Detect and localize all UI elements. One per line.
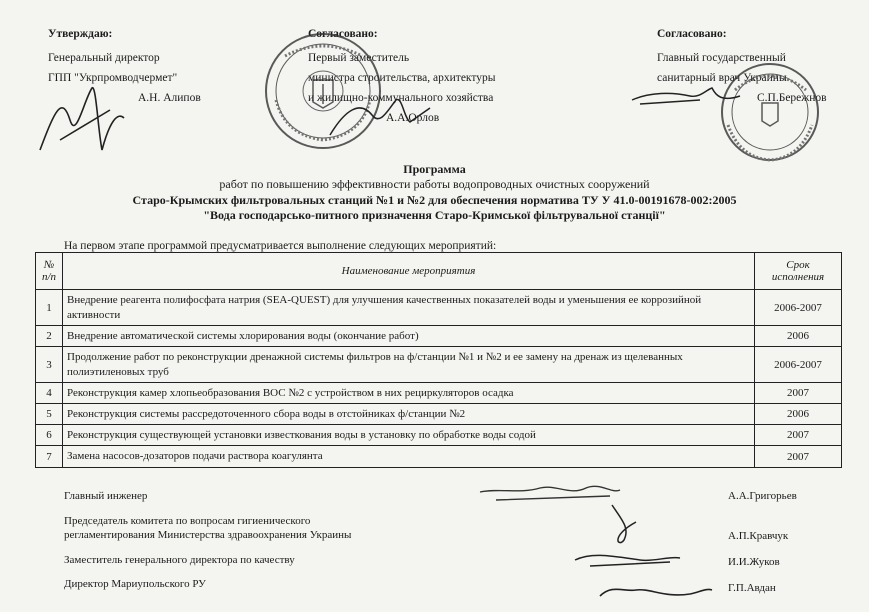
signature-zhukov-icon: [575, 555, 680, 566]
row-term: 2006-2007: [755, 347, 842, 383]
table-row: [36, 383, 842, 404]
approval-right-heading: Согласовано:: [657, 28, 727, 40]
approval-right-position: Главный государственный: [657, 52, 786, 64]
table-header-row: [36, 253, 842, 290]
approval-center-line3: и жилищно-коммунального хозяйства: [308, 92, 494, 104]
program-line3: "Вода господарсько-питного призначення Старо-Кримської фільтрувальної станції": [203, 208, 666, 222]
row-action: Реконструкция камер хлопьеобразования ВОС №2 с устройством в них рециркуляторов осадка: [63, 383, 755, 404]
row-term: 2006-2007: [755, 290, 842, 326]
approval-left-heading: Утверждаю:: [48, 28, 113, 40]
program-intro: На первом этапе программой предусматривается выполнение следующих мероприятий:: [64, 240, 497, 252]
sign-committee-position: Председатель комитета по вопросам гигиенического регламентирования Министерства здравоохранения Украины: [64, 515, 352, 541]
row-num: 1: [36, 290, 63, 326]
row-action: Внедрение автоматической системы хлорирования воды (окончание работ): [63, 326, 755, 347]
signature-kravchuk-icon: [612, 505, 636, 543]
row-action: Реконструкция системы рассредоточенного сбора воды в отстойниках ф/станции №2: [63, 404, 755, 425]
approval-center-position: Первый заместитель: [308, 52, 410, 64]
header-name: Наименование мероприятия: [63, 253, 755, 290]
row-term: 2007: [755, 425, 842, 446]
sign-director-name: Г.П.Авдан: [728, 582, 776, 594]
sign-chief-engineer-name: А.А.Григорьев: [728, 490, 797, 502]
approval-right-name: С.П.Бережнов: [757, 92, 827, 104]
table-row: [36, 347, 842, 383]
header-num: № п/п: [36, 253, 63, 290]
sign-director-position: Директор Мариупольского РУ: [64, 578, 206, 590]
measures-table: [35, 252, 842, 468]
row-term: 2006: [755, 326, 842, 347]
approval-left-org: ГПП "Укрпромводчермет": [48, 72, 178, 84]
row-action: Внедрение реагента полифосфата натрия (SEA-QUEST) для улучшения качественных показателей воды и уменьшения ее коррозийной активности: [63, 290, 755, 326]
program-line2: Старо-Крымских фильтровальных станций №1 и №2 для обеспечения норматива ТУ У 41.0-00191678-002:2005: [132, 193, 737, 207]
sign-chief-engineer-position: Главный инженер: [64, 490, 148, 502]
row-term: 2006: [755, 404, 842, 425]
sign-deputy-position: Заместитель генерального директора по качеству: [64, 554, 295, 566]
approval-center-heading: Согласовано:: [308, 28, 378, 40]
sign-committee-name: А.П.Кравчук: [728, 530, 789, 542]
signature-grigoriev-icon: [480, 486, 620, 500]
row-num: 3: [36, 347, 63, 383]
approval-left-position: Генеральный директор: [48, 52, 160, 64]
row-action: Продолжение работ по реконструкции дренажной системы фильтров на ф/станции №1 и №2 и ее замену на дренаж из щелеванных полиэтиленовых труб: [63, 347, 755, 383]
approval-right-line2: санитарный врач Украины: [657, 72, 787, 84]
table-row: [36, 404, 842, 425]
table-row: [36, 425, 842, 446]
row-num: 5: [36, 404, 63, 425]
table-row: [36, 326, 842, 347]
program-line1: работ по повышению эффективности работы водопроводных очистных сооружений: [219, 177, 650, 191]
sanitary-stamp-icon: [722, 64, 818, 160]
program-title: Программа: [403, 162, 466, 176]
row-num: 4: [36, 383, 63, 404]
row-term: 2007: [755, 383, 842, 404]
signature-orlov-icon: [330, 100, 430, 135]
approval-center-name: А.А.Орлов: [386, 112, 440, 124]
signature-avdan-icon: [600, 589, 712, 596]
sign-deputy-name: И.И.Жуков: [728, 556, 780, 568]
row-term: 2007: [755, 446, 842, 468]
table-row: [36, 446, 842, 468]
row-num: 6: [36, 425, 63, 446]
approval-center-line2: министра строительства, архитектуры: [308, 72, 496, 84]
ministry-stamp-icon: [266, 34, 380, 148]
row-num: 2: [36, 326, 63, 347]
signature-alipov-icon: [40, 88, 124, 150]
row-action: Замена насосов-дозаторов подачи раствора коагулянта: [63, 446, 755, 468]
row-action: Реконструкция существующей установки известкования воды в установку по обработке воды содой: [63, 425, 755, 446]
table-row: [36, 290, 842, 326]
approval-left-name: А.Н. Алипов: [138, 92, 201, 104]
header-term: Срок исполнения: [755, 253, 842, 290]
row-num: 7: [36, 446, 63, 468]
